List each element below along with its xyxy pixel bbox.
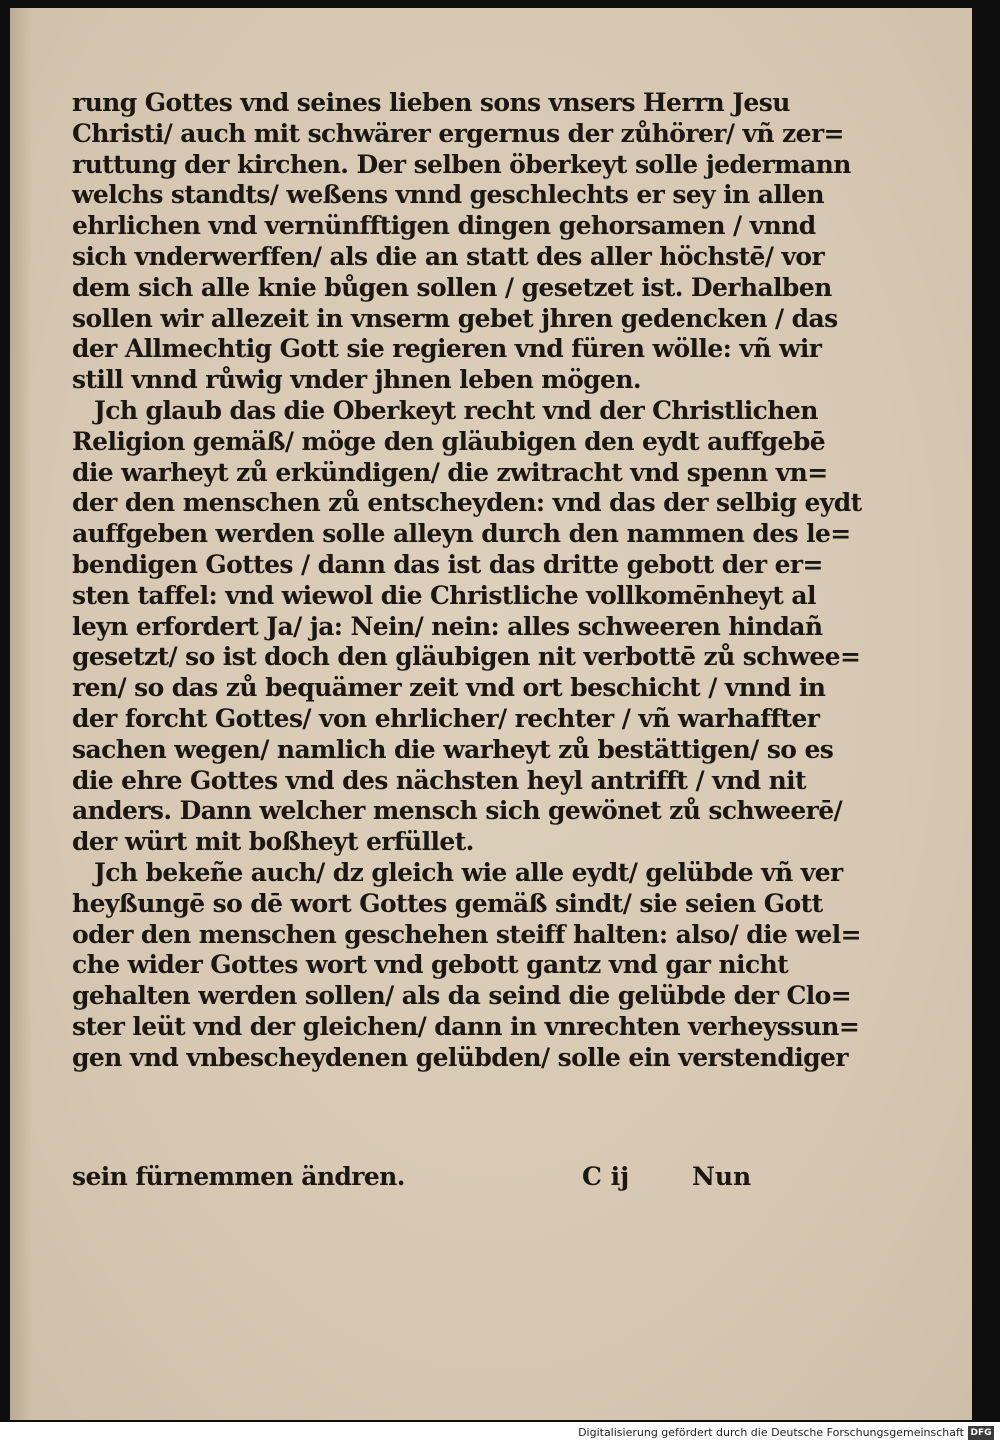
text-line: Jch glaub das die Oberkeyt recht vnd der Christlichen <box>94 395 818 425</box>
text-line: still vnnd růwig vnder jhnen leben mögen. <box>72 365 642 395</box>
text-line: ster leüt vnd der gleichen/ dann in vnrechten verheyssun= <box>72 1011 860 1041</box>
text-line: heyßungē so dē wort Gottes gemäß sindt/ sie seien Gott <box>72 888 823 918</box>
text-line: auffgeben werden solle alleyn durch den nammen des le= <box>72 519 851 549</box>
text-line: der den menschen zů entscheyden: vnd das der selbig eydt <box>72 488 862 518</box>
text-line: gehalten werden sollen/ als da seind die gelübde der Clo= <box>72 981 852 1011</box>
text-line: Religion gemäß/ möge den gläubigen den eydt auffgebē <box>72 426 826 456</box>
page-gutter-shadow <box>10 8 32 1420</box>
text-line: che wider Gottes wort vnd gebott gantz vnd gar nicht <box>72 950 789 980</box>
text-line: Christi/ auch mit schwärer ergernus der zůhörer/ vñ zer= <box>72 118 844 148</box>
text-line: sollen wir allezeit in vnserm gebet jhren gedencken / das <box>72 303 838 333</box>
text-line: rung Gottes vnd seines lieben sons vnsers Herrn Jesu <box>72 88 790 117</box>
text-line: der forcht Gottes/ von ehrlicher/ rechter / vñ warhaffter <box>72 703 820 733</box>
text-line: der würt mit boßheyt erfüllet. <box>72 827 474 857</box>
text-line: ehrlichen vnd vernünfftigen dingen gehorsamen / vnnd <box>72 211 816 241</box>
page-body-text <box>72 88 862 1074</box>
signature-mark: C ij <box>582 1162 630 1191</box>
text-line: ruttung der kirchen. Der selben öberkeyt solle jedermann <box>72 149 851 179</box>
text-line: ren/ so das zů bequämer zeit vnd ort beschicht / vnnd in <box>72 673 826 703</box>
dfg-credit-text: Digitalisierung gefördert durch die Deutsche Forschungsgemeinschaft <box>578 1426 964 1439</box>
dfg-logo: DFG <box>968 1426 994 1440</box>
text-line: leyn erfordert Ja/ ja: Nein/ nein: alles schweeren hindañ <box>72 611 823 641</box>
text-line: sachen wegen/ namlich die warheyt zů bestättigen/ so es <box>72 734 834 764</box>
text-line: oder den menschen geschehen steiff halten: also/ die wel= <box>72 919 861 949</box>
page-bottom-line <box>72 1162 772 1194</box>
text-line: bendigen Gottes / dann das ist das dritte gebott der er= <box>72 549 823 579</box>
digitization-footer <box>0 1422 1000 1446</box>
catchword: Nun <box>692 1162 752 1191</box>
text-line: die warheyt zů erkündigen/ die zwitracht vnd spenn vn= <box>72 457 828 487</box>
text-line: welchs standts/ weßens vnnd geschlechts er sey in allen <box>72 180 825 210</box>
text-line: gesetzt/ so ist doch den gläubigen nit verbottē zů schwee= <box>72 642 861 672</box>
text-line: Jch bekeñe auch/ dz gleich wie alle eydt/ gelübde vñ ver <box>94 857 843 887</box>
text-line: dem sich alle knie bůgen sollen / gesetzet ist. Derhalben <box>72 272 832 302</box>
last-text-line: sein fürnemmen ändren. <box>72 1162 405 1191</box>
text-line: gen vnd vnbescheydenen gelübden/ solle ein verstendiger <box>72 1042 848 1072</box>
text-line: anders. Dann welcher mensch sich gewönet zů schweerē/ <box>72 796 843 826</box>
text-line: die ehre Gottes vnd des nächsten heyl antrifft / vnd nit <box>72 765 806 795</box>
text-line: sich vnderwerffen/ als die an statt des aller höchstē/ vor <box>72 241 825 271</box>
text-line: der Allmechtig Gott sie regieren vnd füren wölle: vñ wir <box>72 334 822 364</box>
text-line: sten taffel: vnd wiewol die Christliche vollkomēnheyt al <box>72 580 816 610</box>
